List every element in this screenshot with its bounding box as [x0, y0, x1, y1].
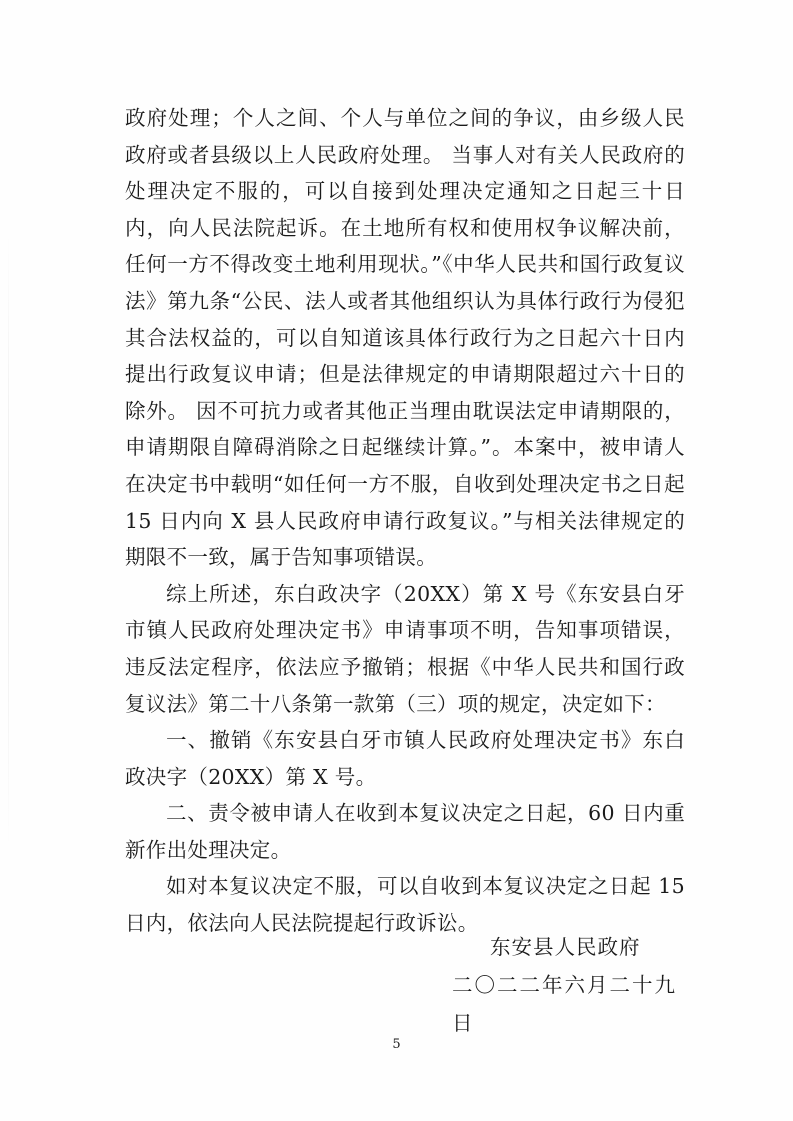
page-number: 5	[392, 1037, 401, 1052]
signature-organization: 东安县人民政府	[490, 935, 641, 959]
scan-shadow	[8, 230, 9, 850]
document-body	[125, 100, 685, 942]
signature-date: 二〇二二年六月二十九日	[452, 973, 677, 1035]
paragraph-conclusion: 综上所述，东白政决字（20XX）第 X 号《东安县白牙市镇人民政府处理决定书》申请事项不明，告知事项错误，违反法定程序，依法应予撤销；根据《中华人民共和国行政复议法》第二十八条第一款第（三）项的规定，决定如下：	[125, 581, 685, 716]
decision-item-2: 二、责令被申请人在收到本复议决定之日起，60 日内重新作出处理决定。	[125, 801, 685, 862]
signature-block	[452, 928, 682, 1042]
appeal-notice: 如对本复议决定不服，可以自收到本复议决定之日起 15 日内，依法向人民法院提起行政诉讼。	[125, 874, 685, 936]
decision-item-1: 一、撤销《东安县白牙市镇人民政府处理决定书》东白政决字（20XX）第 X 号。	[125, 728, 685, 789]
paragraph-continuation: 政府处理；个人之间、个人与单位之间的争议，由乡级人民政府或者县级以上人民政府处理。 当事人对有关人民政府的处理决定不服的，可以自接到处理决定通知之日起三十日内，向人民法院起诉。在土地所有权和使用权争议解决前，任何一方不得改变土地利用现状。”《中华人民共和国行政复议法》第九条“公民、法人或者其他组织认为具体行政行为侵犯其合法权益的，可以自知道该具体行政行为之日起六十日内提出行政复议申请；但是法律规定的申请期限超过六十日的除外。 因不可抗力或者其他正当理由耽误法定申请期限的，申请期限自障碍消除之日起继续计算。”。本案中，被申请人在决定书中载明“如任何一方不服，自收到处理决定书之日起 15 日内向 X 县人民政府申请行政复议。”与相关法律规定的期限不一致，属于告知事项错误。	[125, 106, 685, 570]
